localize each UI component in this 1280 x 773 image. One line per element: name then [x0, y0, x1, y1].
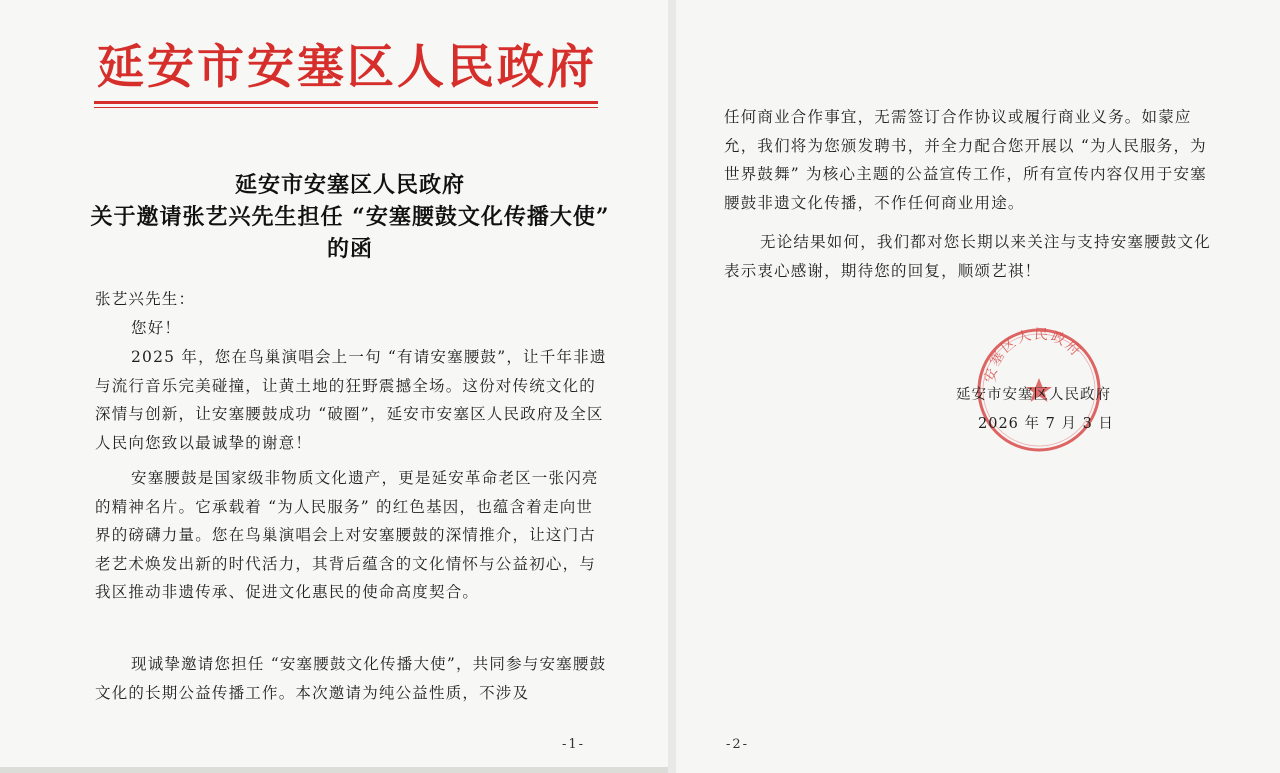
letterhead-divider-thick [94, 101, 598, 104]
paragraph-continued: 任何商业合作事宜，无需签订合作协议或履行商业义务。如蒙应允，我们将为您颁发聘书，并全力配合您开展以 “为人民服务，为世界鼓舞” 为核心主题的公益宣传工作，所有宣传内容仅用于安塞腰鼓非遗文化传播，不作任何商业用途。 [724, 108, 1207, 212]
page-number: -2- [726, 737, 750, 752]
document-title-line-2: 关于邀请张艺兴先生担任 “安塞腰鼓文化传播大使” [90, 204, 610, 230]
signature-organization: 延安市安塞区人民政府 [956, 387, 1111, 403]
svg-text:安塞区人民政府 [982, 326, 1084, 383]
document-title-line-3: 的函 [326, 236, 373, 262]
paragraph-closing: 无论结果如何，我们都对您长期以来关注与支持安塞腰鼓文化表示衷心感谢，期待您的回复，顺颂艺祺！ [724, 233, 1211, 280]
salutation: 张艺兴先生： [95, 290, 196, 308]
seal-text: 安塞区人民政府 [982, 326, 1085, 384]
paragraph-1: 2025 年，您在鸟巢演唱会上一句 “有请安塞腰鼓”，让千年非遗与流行音乐完美碰撞，让黄土地的狂野震撼全场。这份对传统文化的深情与创新，让安塞腰鼓成功 “破圈”，延安市安塞区人民政府及全区人民向您致以最诚挚的谢意！ [95, 348, 607, 452]
page-edge [0, 767, 668, 773]
letterhead-title: 延安市安塞区人民政府 [97, 40, 597, 95]
document-title-line-1: 延安市安塞区人民政府 [234, 172, 465, 198]
letterhead-divider-thin [94, 107, 598, 108]
paragraph-3: 现诚挚邀请您担任 “安塞腰鼓文化传播大使”，共同参与安塞腰鼓文化的长期公益传播工作。本次邀请为纯公益性质，不涉及 [95, 655, 607, 702]
signature-date: 2026 年 7 月 3 日 [978, 416, 1114, 432]
paragraph-2: 安塞腰鼓是国家级非物质文化遗产，更是延安革命老区一张闪亮的精神名片。它承载着 “为人民服务” 的红色基因，也蕴含着走向世界的磅礴力量。您在鸟巢演唱会上对安塞腰鼓的深情推介，让这门古老艺术焕发出新的时代活力，其背后蕴含的文化情怀与公益初心，与我区推动非遗传承、促进文化惠民的使命高度契合。 [95, 469, 599, 602]
page-number: -1- [562, 737, 586, 752]
greeting: 您好！ [131, 319, 182, 337]
